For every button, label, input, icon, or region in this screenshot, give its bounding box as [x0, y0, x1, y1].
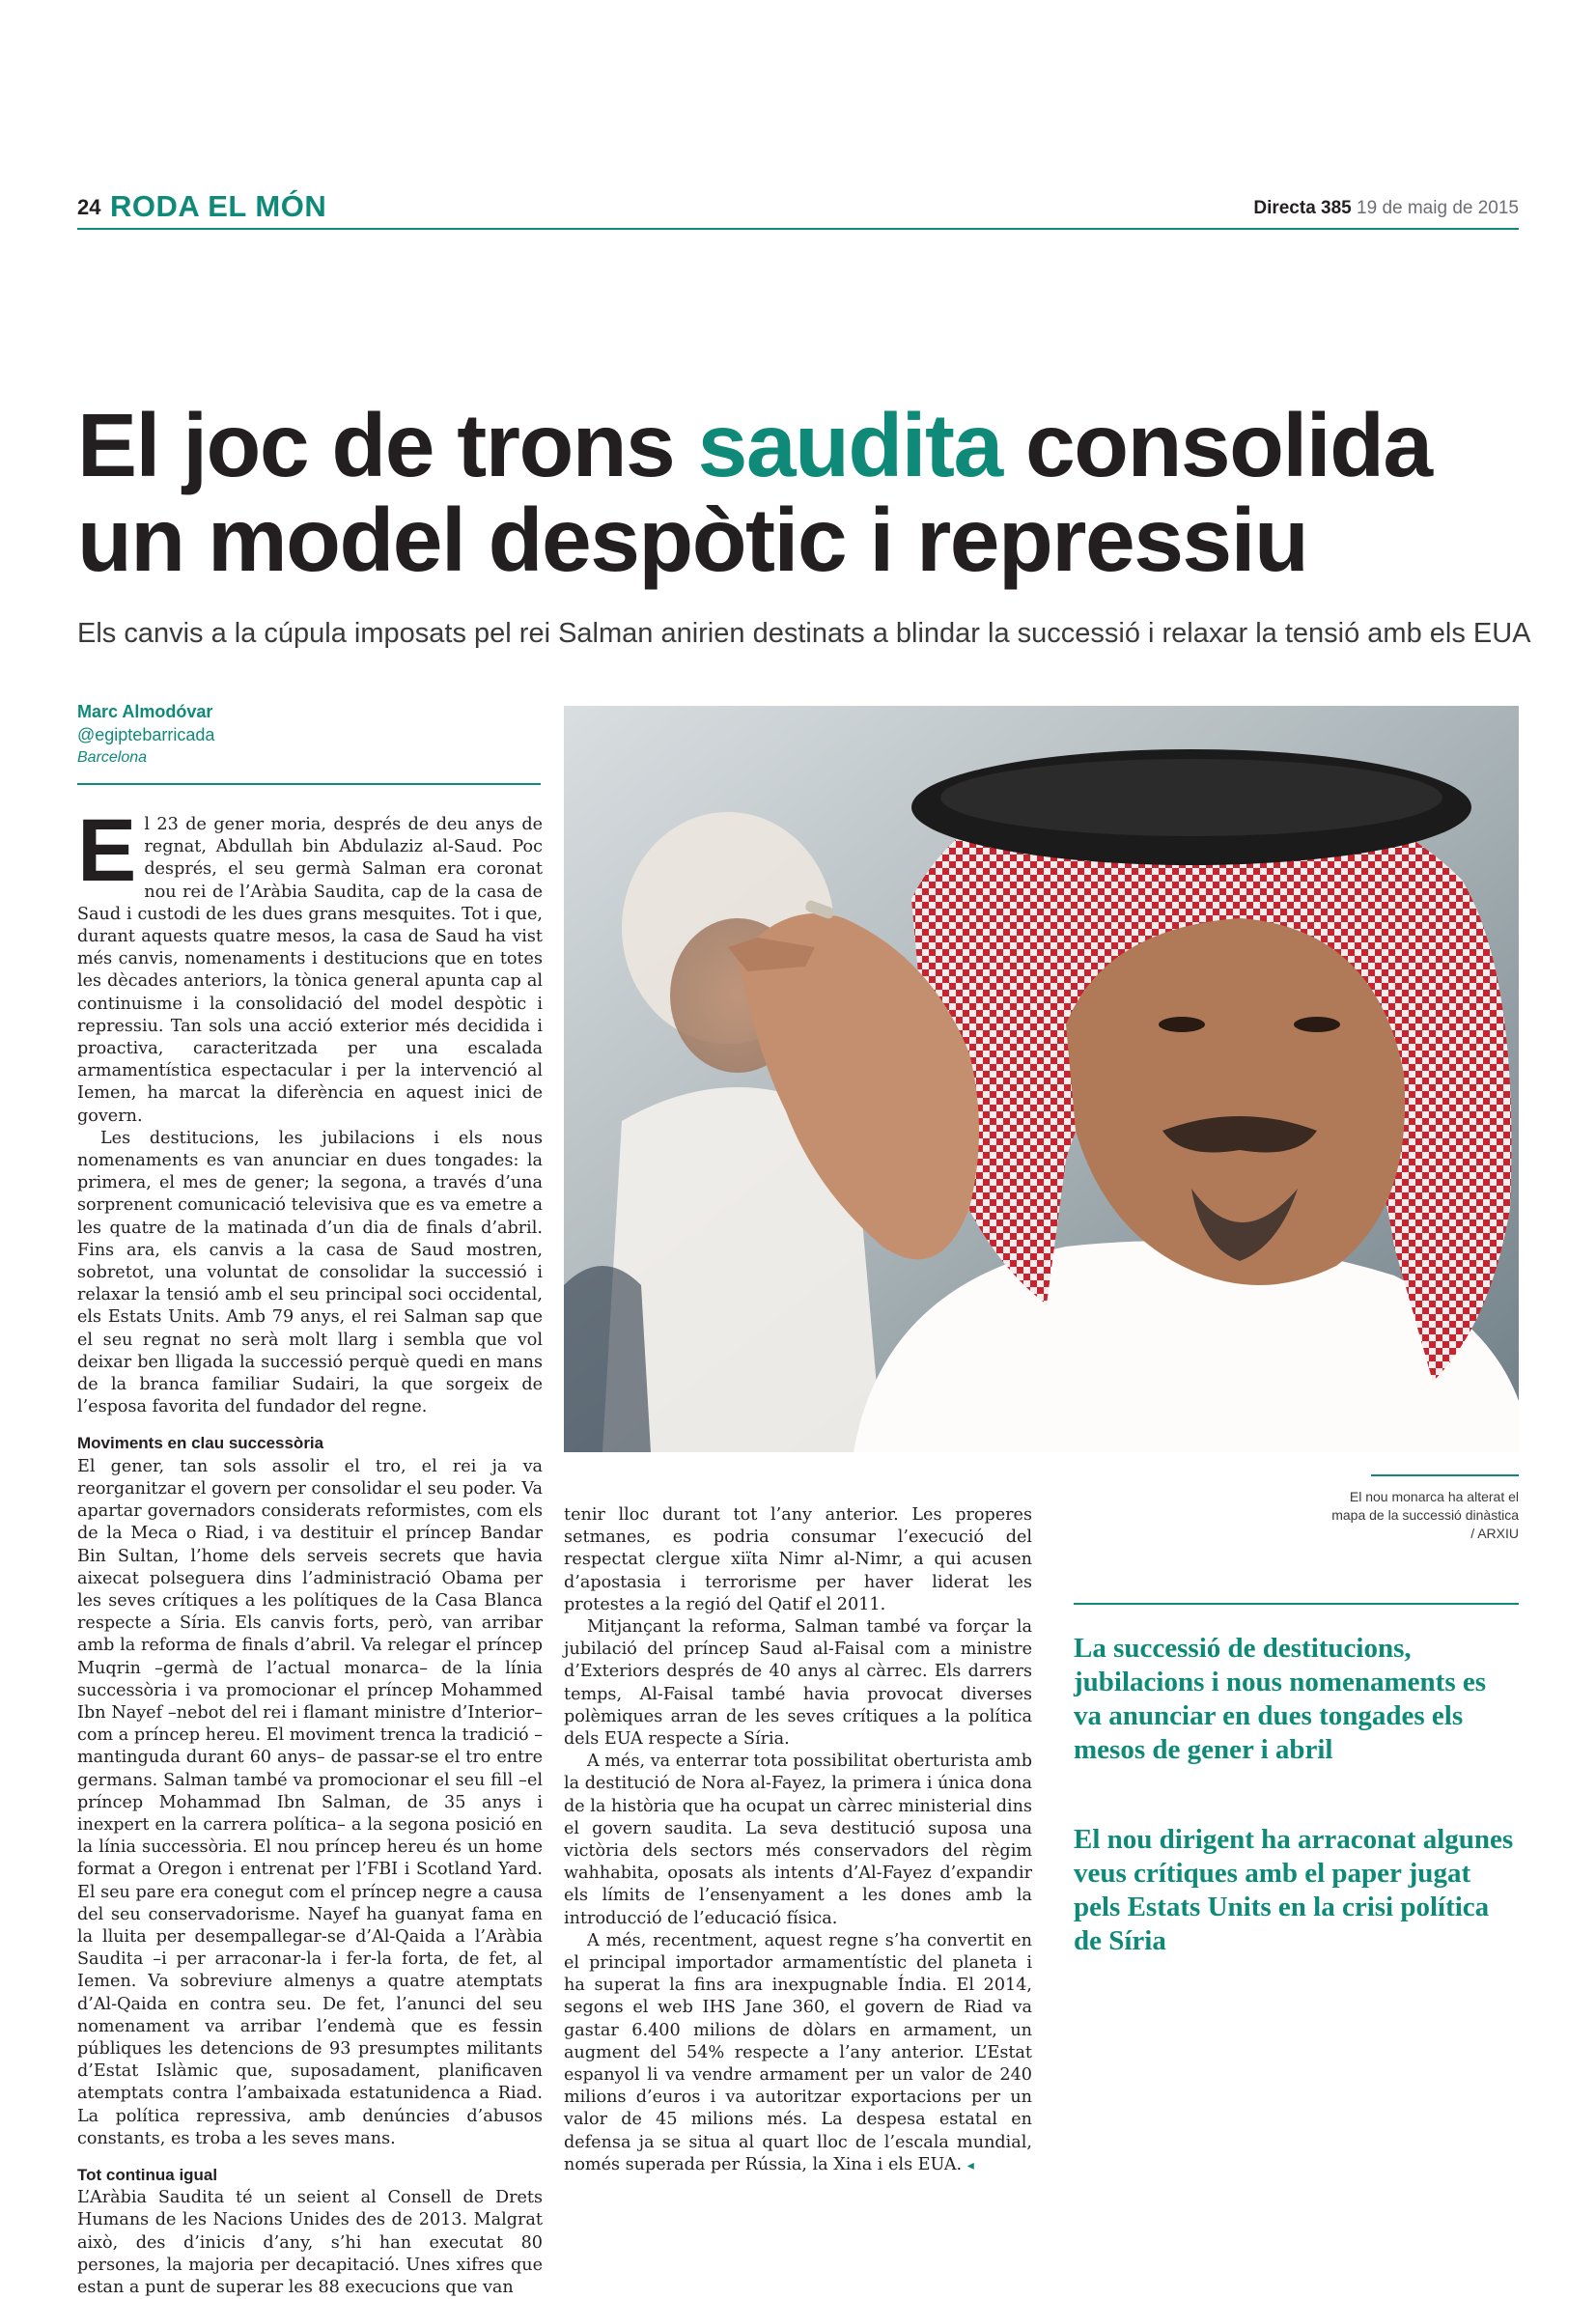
article-column-1 — [77, 801, 543, 2299]
paragraph-2: Les destitucions, les jubilacions i els nous nomenaments es van anunciar en dues tongades: la primera, el mes de gener; la segona, a través d’una sorprenent comunicació televisiva que es va emetre a les quatre de la matinada d’un dia de finals d’abril. Fins ara, els canvis a la casa de Saud mostren, sobretot, una voluntat de consolidar la successió i relaxar la tensió amb el seu principal soci occidental, els Estats Units. Amb 79 anys, el rei Salman sap que el seu regnat no serà molt llarg i sembla que vol deixar ben lligada la successió perquè quedi en mans de la branca familiar Sudairi, la que sorgeix de l’esposa favorita del fundador del regne. — [77, 1128, 543, 1417]
page-header — [77, 189, 1519, 228]
subheadline: Els canvis a la cúpula imposats pel rei Salman anirien destinats a blindar la successió i relaxar la tensió amb els EUA — [77, 618, 1531, 649]
photo-caption — [1326, 1488, 1519, 1543]
caption-rule — [1371, 1474, 1519, 1476]
headline — [77, 395, 1526, 590]
pullquote-2: El nou dirigent ha arraconat algunes veus crítiques amb el paper jugat pels Estats Units en la crisi política de Síria — [1074, 1824, 1514, 1956]
page-number: 24 — [77, 195, 101, 219]
byline-location: Barcelona — [77, 749, 148, 766]
byline-rule — [77, 783, 541, 785]
paragraph-4: L’Aràbia Saudita té un seient al Consell de Drets Humans de les Nacions Unides des de 2013. Malgrat això, des d’inicis d’any, s’hi han executat 80 persones, la majoria per decapitació. Unes xifres que estan a punt de superar les 88 execucions que van — [77, 2188, 543, 2297]
drop-cap: E — [77, 801, 137, 900]
subhead-succession: Moviments en clau successòria — [77, 1434, 324, 1453]
paragraph-8-text: A més, recentment, aquest regne s’ha convertit en el principal importador armamentístic del planeta i ha superat la fins ara inexpugnable Índia. El 2014, segons el web IHS Jane 360, el govern de Riad va gastar 6.400 milions de dòlars en armament, un augment del 54% respecte a l’any anterior. L’Estat espanyol li va vendre armament per un valor de 240 milions d’euros i va autoritzar exportacions per un valor de 45 milions més. La despesa estatal en defensa ja se situa al quart lloc de l’escala mundial, només superada per Rússia, la Xina i els EUA. — [564, 1930, 1032, 2174]
pullquote-1: La successió de destitucions, jubilacions i nous nomenaments es va anunciar en dues tongades els mesos de gener i abril — [1074, 1633, 1487, 1765]
byline — [77, 700, 541, 770]
headline-line-2: un model despòtic i repressiu — [77, 490, 1308, 590]
paragraph-7: A més, va enterrar tota possibilitat oberturista amb la destitució de Nora al-Fayez, la primera i única dona de la història que ha ocupat un càrrec ministerial dins el govern saudita. La seva destitució suposa una victòria dels sectors més conservadors del règim wahhabita, oposats als intents d’Al-Fayez d’expandir els límits de l’ensenyament a les dones amb la introducció de l’educació física. — [564, 1752, 1033, 1928]
photo-illustration — [564, 706, 1519, 1452]
headline-highlight: saudita — [697, 395, 1002, 495]
end-of-article-icon: ◂ — [966, 2157, 974, 2173]
publication-name: Directa 385 — [1253, 198, 1352, 218]
pullquote-rule — [1074, 1603, 1519, 1605]
paragraph-1 — [77, 801, 543, 1128]
publication-info — [1253, 198, 1519, 219]
byline-author: Marc Almodóvar — [77, 702, 213, 721]
paragraph-6: Mitjançant la reforma, Salman també va forçar la jubilació del príncep Saud al-Faisal com a ministre d’Exteriors després de 40 anys al càrrec. Els darrers temps, Al-Faisal també havia provocat diverses polèmiques arran de les seves crítiques a la política dels EUA respecte a Síria. — [564, 1617, 1032, 1750]
headline-part-2: consolida — [1001, 395, 1432, 495]
caption-text: El nou monarca ha alterat el mapa de la successió dinàstica — [1331, 1489, 1519, 1523]
byline-handle: @egiptebarricada — [77, 725, 215, 744]
king-salman-photo — [564, 706, 1519, 1452]
subhead-continuity: Tot continua igual — [77, 2165, 218, 2184]
headline-part-1: El joc de trons — [77, 395, 698, 495]
paragraph-5: tenir lloc durant tot l’any anterior. Les properes setmanes, es podria consumar l’execució del respectat clergue xiïta Nimr al-Nimr, a qui acusen d’apostasia i terrorisme per haver liderat les protestes a la regió del Qatif el 2011. — [564, 1505, 1032, 1614]
header-rule — [77, 228, 1519, 230]
section-title: RODA EL MÓN — [110, 189, 327, 223]
paragraph-3: El gener, tan sols assolir el tro, el rei ja va reorganitzar el govern per consolidar el seu poder. Va apartar governadors considerats reformistes, com els de la Meca o Riad, i va destituir el príncep Bandar Bin Sultan, l’home dels serveis secrets que havia aixecat polseguera dins l’administració Obama per les seves crítiques a les polítiques de la Casa Blanca respecte a Síria. Els canvis forts, però, van arribar amb la reforma de finals d’abril. Va relegar el príncep Muqrin –germà de l’actual monarca– de la línia successòria i va promocionar el príncep Mohammed Ibn Nayef –nebot del rei i flamant ministre d’Interior– com a príncep hereu. El moviment trenca la tradició –mantinguda durant 60 anys– de passar-se el tro entre germans. Salman també va promocionar el seu fill –el príncep Mohammad Ibn Salman, de 35 anys i inexpert en la carrera política– a la segona posició en la línia successòria. El nou príncep hereu és un home format a Oregon i entrenat per l’FBI i Scotland Yard. El seu pare era conegut com el príncep negre a causa del seu conservadorisme. Nayef ha guanyat fama en la lluita per desempallegar-se d’Al-Qaida a l’Aràbia Saudita –i per arraconar-la i fer-la forta, de fet, al Iemen. Va sobreviure almenys a quatre atemptats d’Al-Qaida en contra seu. De fet, l’anunci del seu nomenament va arribar l’endemà que es fessin públiques les detencions de 93 presumptes militants d’Estat Islàmic que, suposadament, planificaven atemptats contra l’ambaixada estatunidenca a Riad. La política repressiva, amb denúncies d’abusos constants, es troba a les seves mans. — [77, 1456, 543, 2148]
article-column-2 — [564, 1504, 1032, 2177]
paragraph-1-text: l 23 de gener moria, després de deu anys de regnat, Abdullah bin Abdulaziz al-Saud. Poc després, el seu germà Salman era coronat nou rei de l’Aràbia Saudita, cap de la casa de Saud i custodi de les dues grans mesquites. Tot i que, durant aquests quatre mesos, la casa de Saud ha vist més canvis, nomenaments i destitucions que en totes les dècades anteriors, la tònica general apunta cap al continuisme i la consolidació del model despòtic i repressiu. Tan sols una acció exterior més decidida i proactiva, caracteritzada per una escalada armamentística espectacular i per la intervenció al Iemen, ha marcat la diferència en aquest inici de govern. — [77, 815, 543, 1126]
caption-credit: / ARXIU — [1470, 1526, 1519, 1541]
publication-date: 19 de maig de 2015 — [1357, 198, 1519, 218]
paragraph-8 — [564, 1930, 1032, 2177]
